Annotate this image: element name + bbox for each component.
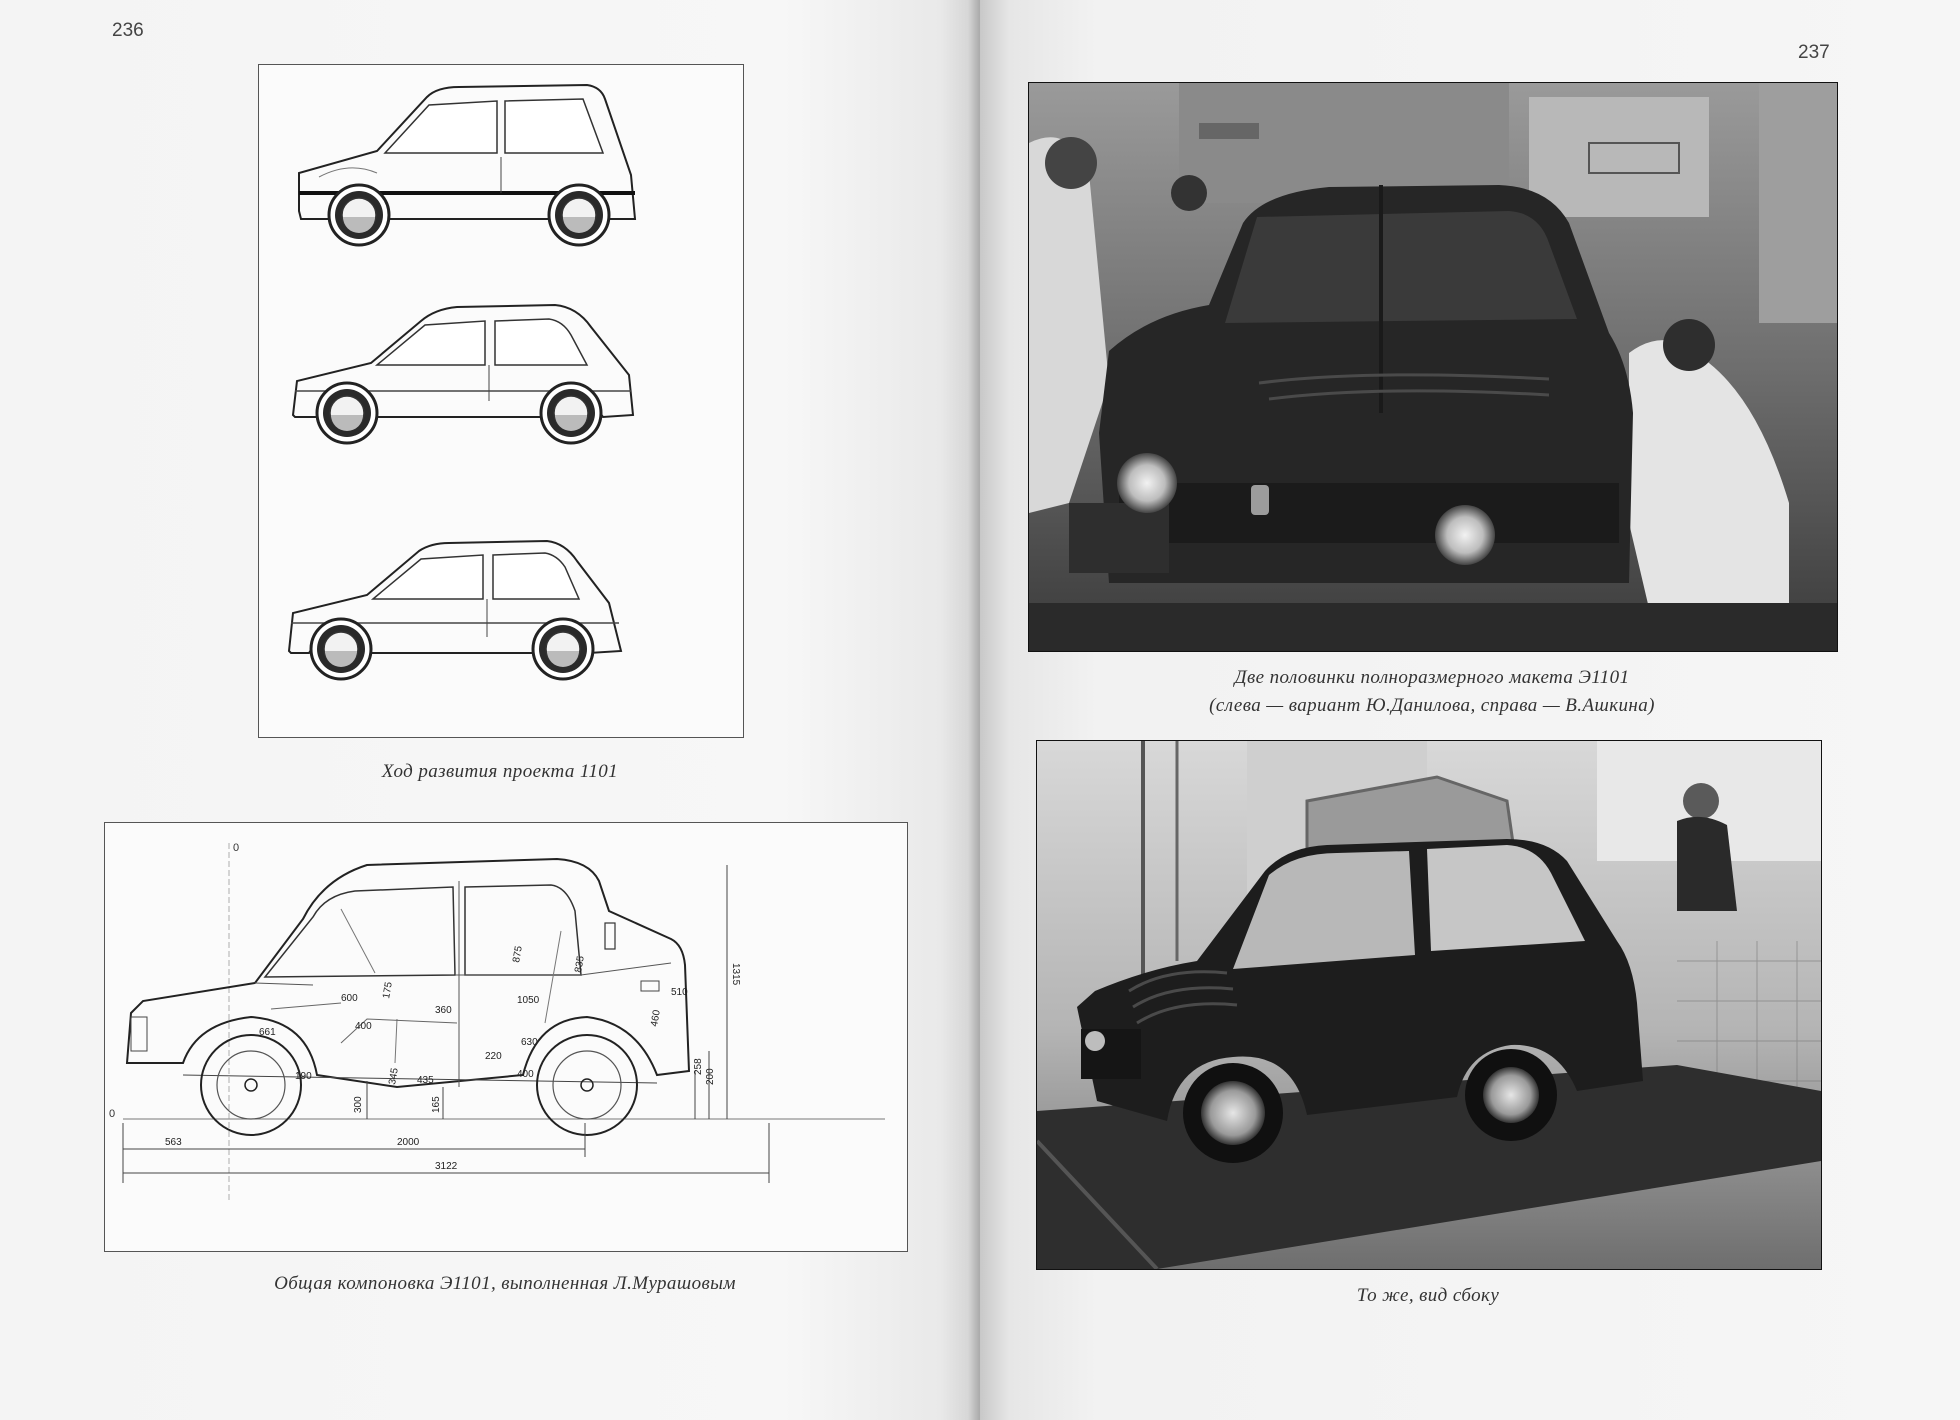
dim-165: 165 bbox=[431, 1096, 442, 1113]
mockup-front-photo bbox=[1028, 82, 1838, 652]
dim-3122: 3122 bbox=[435, 1161, 458, 1172]
right-page bbox=[980, 0, 1960, 1420]
mockup-side-photo bbox=[1036, 740, 1822, 1270]
dim-875: 875 bbox=[511, 945, 525, 964]
axis-zero-left: 0 bbox=[109, 1108, 116, 1120]
dim-1315: 1315 bbox=[730, 963, 741, 986]
layout-rear-wheel bbox=[537, 1035, 637, 1135]
dim-400a: 400 bbox=[355, 1021, 372, 1032]
dim-300: 300 bbox=[353, 1096, 364, 1113]
layout-drawing bbox=[105, 823, 907, 1251]
dim-661: 661 bbox=[259, 1027, 276, 1038]
layout-car-outline bbox=[127, 859, 689, 1087]
dim-190: 190 bbox=[295, 1071, 312, 1082]
mockup-side-image bbox=[1037, 741, 1821, 1269]
page-number-right: 237 bbox=[1798, 42, 1830, 63]
dim-2000: 2000 bbox=[397, 1137, 420, 1148]
layout-caption: Общая компоновка Э1101, выполненная Л.Мурашовым bbox=[274, 1273, 736, 1294]
dim-600: 600 bbox=[341, 993, 358, 1004]
layout-front-wheel bbox=[201, 1035, 301, 1135]
mockup-front-caption-line2: (слева — вариант Ю.Данилова, справа — В.Ашкина) bbox=[1209, 695, 1655, 716]
mockup-front-caption bbox=[1028, 664, 1836, 720]
dim-563: 563 bbox=[165, 1137, 182, 1148]
axis-zero-top: 0 bbox=[233, 842, 240, 854]
mockup-side-caption: То же, вид сбоку bbox=[1356, 1285, 1500, 1306]
dim-510: 510 bbox=[671, 987, 688, 998]
dim-220: 220 bbox=[485, 1051, 502, 1062]
dim-258: 258 bbox=[693, 1058, 704, 1075]
dim-345: 345 bbox=[387, 1067, 401, 1086]
dim-435: 435 bbox=[417, 1075, 434, 1086]
layout-figure bbox=[104, 822, 908, 1252]
page-number-left: 236 bbox=[112, 20, 144, 41]
dim-1050: 1050 bbox=[517, 995, 540, 1006]
dim-175: 175 bbox=[381, 981, 395, 1000]
car-sketch-early bbox=[299, 85, 635, 245]
dim-835: 835 bbox=[573, 955, 587, 974]
evolution-caption: Ход развития проекта 1101 bbox=[381, 761, 619, 782]
evolution-drawing bbox=[259, 65, 743, 737]
mockup-front-caption-line1: Две половинки полноразмерного макета Э1101 bbox=[1234, 667, 1630, 688]
car-sketch-middle bbox=[293, 305, 633, 443]
dim-460: 460 bbox=[649, 1009, 663, 1028]
dim-630: 630 bbox=[521, 1037, 538, 1048]
mockup-front-image bbox=[1029, 83, 1837, 651]
dim-360: 360 bbox=[435, 1005, 452, 1016]
dim-200: 200 bbox=[705, 1068, 716, 1085]
car-sketch-final bbox=[289, 541, 621, 679]
dim-400b: 400 bbox=[517, 1069, 534, 1080]
evolution-figure bbox=[258, 64, 744, 738]
